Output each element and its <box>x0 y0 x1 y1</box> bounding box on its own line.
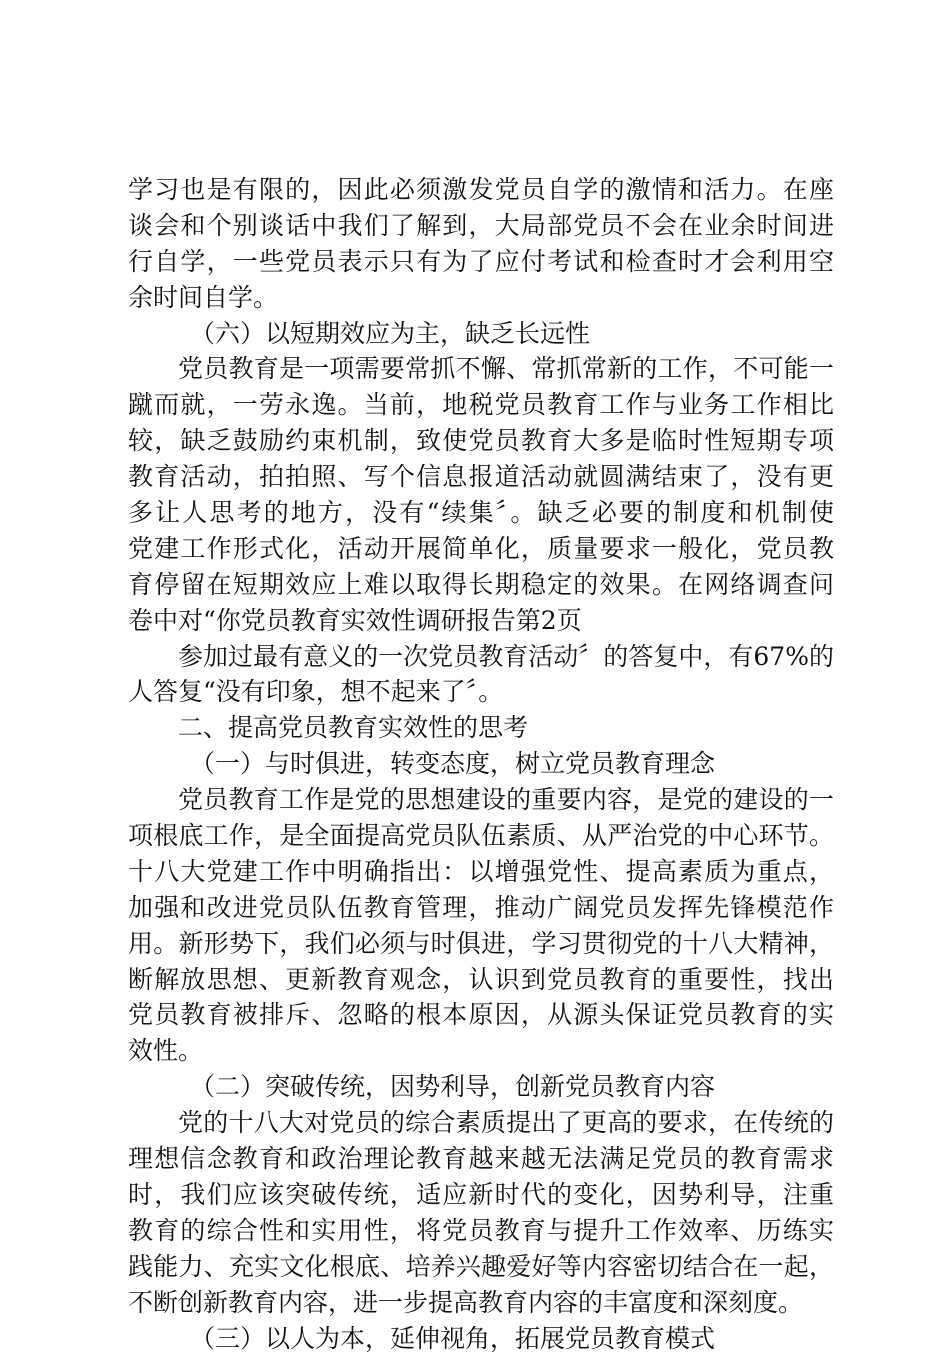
text-line: 党员教育是一项需要常抓不懈、常抓常新的工作，不可能一 <box>128 351 834 387</box>
text-line: 理想信念教育和政治理论教育越来越无法满足党员的教育需求 <box>128 1141 834 1177</box>
text-line: 效性。 <box>128 1033 834 1069</box>
text-line: 教育的综合性和实用性，将党员教育与提升工作效率、历练实 <box>128 1213 834 1249</box>
text-line: 时，我们应该突破传统，适应新时代的变化，因势利导，注重 <box>128 1177 834 1213</box>
text-line: （二）突破传统，因势利导，创新党员教育内容 <box>128 1069 834 1105</box>
text-line: 项根底工作，是全面提高党员队伍素质、从严治党的中心环节。 <box>128 818 834 854</box>
text-line: （一）与时俱进，转变态度，树立党员教育理念 <box>128 746 834 782</box>
text-line: 卷中对“你党员教育实效性调研报告第2页 <box>128 603 834 639</box>
text-line: 党的十八大对党员的综合素质提出了更高的要求，在传统的 <box>128 1105 834 1141</box>
text-line: 党员教育工作是党的思想建设的重要内容，是党的建设的一 <box>128 782 834 818</box>
text-line: 党建工作形式化，活动开展简单化，质量要求一般化，党员教 <box>128 531 834 567</box>
text-line: 较，缺乏鼓励约束机制，致使党员教育大多是临时性短期专项 <box>128 423 834 459</box>
text-line: 学习也是有限的，因此必须激发党员自学的激情和活力。在座 <box>128 172 834 208</box>
text-line: 用。新形势下，我们必须与时俱进，学习贯彻党的十八大精神， <box>128 926 834 962</box>
text-line: 参加过最有意义的一次党员教育活动〞的答复中，有67%的 <box>128 639 834 675</box>
text-line: （六）以短期效应为主，缺乏长远性 <box>128 316 834 352</box>
text-line: 教育活动，拍拍照、写个信息报道活动就圆满结束了，没有更 <box>128 459 834 495</box>
text-line: 余时间自学。 <box>128 280 834 316</box>
text-line: 十八大党建工作中明确指出：以增强党性、提高素质为重点， <box>128 854 834 890</box>
text-line: （三）以人为本，延伸视角，拓展党员教育模式 <box>128 1321 834 1356</box>
document-body <box>128 172 834 1356</box>
text-line: 断解放思想、更新教育观念，认识到党员教育的重要性，找出 <box>128 962 834 998</box>
text-line: 践能力、充实文化根底、培养兴趣爱好等内容密切结合在一起， <box>128 1249 834 1285</box>
text-line: 不断创新教育内容，进一步提高教育内容的丰富度和深刻度。 <box>128 1285 834 1321</box>
text-line: 行自学，一些党员表示只有为了应付考试和检查时才会利用空 <box>128 244 834 280</box>
text-line: 人答复“没有印象，想不起来了〞。 <box>128 674 834 710</box>
text-line: 加强和改进党员队伍教育管理，推动广阔党员发挥先锋模范作 <box>128 890 834 926</box>
text-line: 谈会和个别谈话中我们了解到，大局部党员不会在业余时间进 <box>128 208 834 244</box>
text-line: 育停留在短期效应上难以取得长期稳定的效果。在网络调查问 <box>128 567 834 603</box>
text-line: 党员教育被排斥、忽略的根本原因，从源头保证党员教育的实 <box>128 997 834 1033</box>
text-line: 蹴而就，一劳永逸。当前，地税党员教育工作与业务工作相比 <box>128 387 834 423</box>
text-line: 二、提高党员教育实效性的思考 <box>128 710 834 746</box>
text-line: 多让人思考的地方，没有“续集〞。缺乏必要的制度和机制使 <box>128 495 834 531</box>
